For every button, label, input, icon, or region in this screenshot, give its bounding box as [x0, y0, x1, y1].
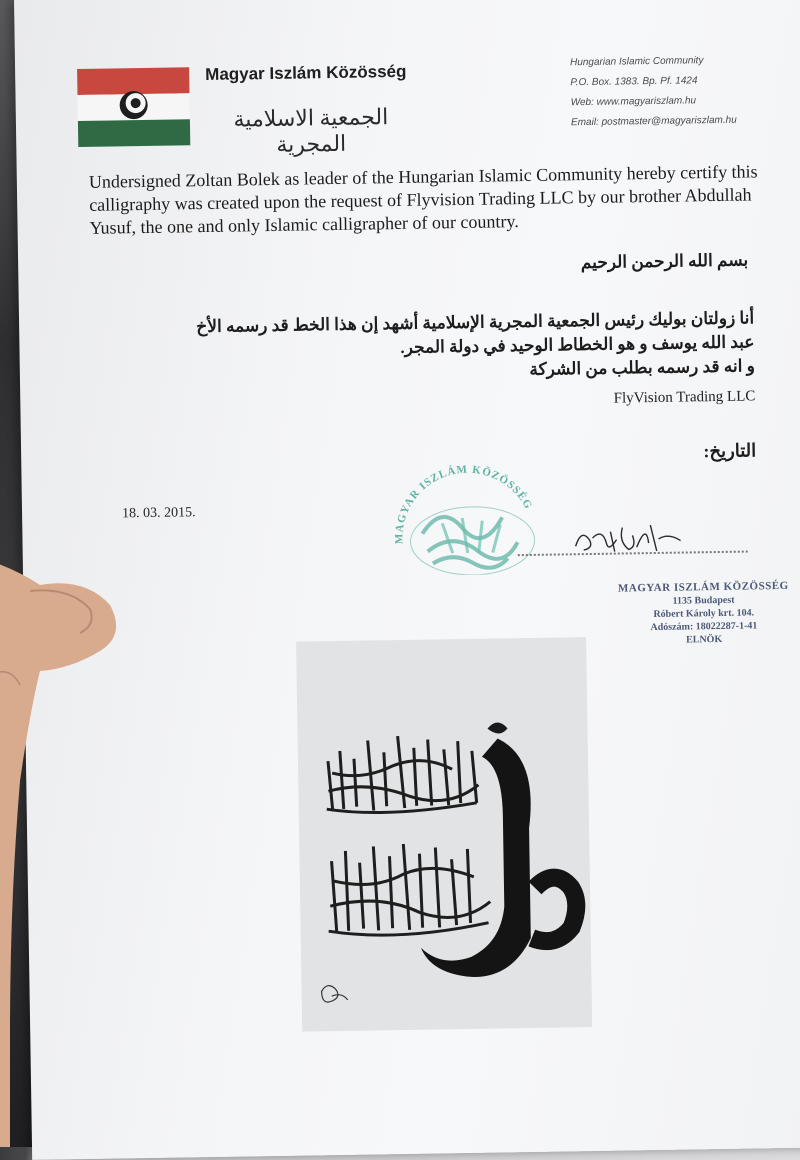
arabic-line: عبد الله يوسف و هو الخطاط الوحيد في دولة المجر. — [400, 332, 755, 357]
seal-title: MAGYAR ISZLÁM KÖZÖSSÉG — [617, 579, 789, 595]
crescent-emblem-icon — [117, 89, 149, 121]
calligraphy-artwork — [296, 637, 592, 1032]
certification-text-arabic — [99, 306, 755, 388]
company-name: FlyVision Trading LLC — [613, 388, 756, 407]
arabic-line: و انه قد رسمه بطلب من الشركة — [529, 356, 755, 379]
certification-text-english: Undersigned Zoltan Bolek as leader of the Hungarian Islamic Community hereby certify this calligraphy was created upon the request of Flyvision Trading LLC by our brother Abdullah Yusuf, the one and only Islamic calligrapher of our country. — [88, 161, 758, 238]
round-stamp-icon — [381, 462, 543, 576]
seal-line: 1135 Budapest — [672, 594, 735, 607]
date-label-arabic: التاريخ: — [703, 440, 757, 462]
calligraphy-image — [296, 637, 592, 1032]
official-seal-text — [583, 579, 800, 648]
contact-name: Hungarian Islamic Community — [569, 55, 704, 69]
letter-document — [14, 0, 800, 1160]
contact-block — [570, 50, 756, 133]
hungarian-flag-logo — [77, 67, 190, 147]
seal-line: Adószám: 18022287-1-41 — [650, 620, 758, 634]
contact-web: Web: www.magyariszlam.hu — [570, 95, 697, 109]
stamp-text: MAGYAR ISZLÁM KÖZÖSSÉG — [393, 463, 535, 545]
hand-holding-paper — [0, 555, 120, 1147]
contact-email: Email: postmaster@magyariszlam.hu — [570, 114, 737, 129]
basmala-text: بسم الله الرحمن الرحيم — [580, 250, 749, 273]
org-name-arabic: الجمعية الاسلامية المجرية — [233, 104, 389, 157]
arabic-line: أنا زولتان بوليك رئيس الجمعية المجرية الإسلامية أشهد إن هذا الخط قد رسمه الأخ — [196, 308, 755, 337]
org-name: Magyar Iszlám Közösség — [205, 61, 407, 85]
seal-line: ELNÖK — [685, 633, 723, 646]
contact-po-box: P.O. Box. 1383. Bp. Pf. 1424 — [570, 75, 698, 89]
document-date: 18. 03. 2015. — [121, 505, 196, 522]
seal-line: Róbert Károly krt. 104. — [653, 607, 755, 621]
